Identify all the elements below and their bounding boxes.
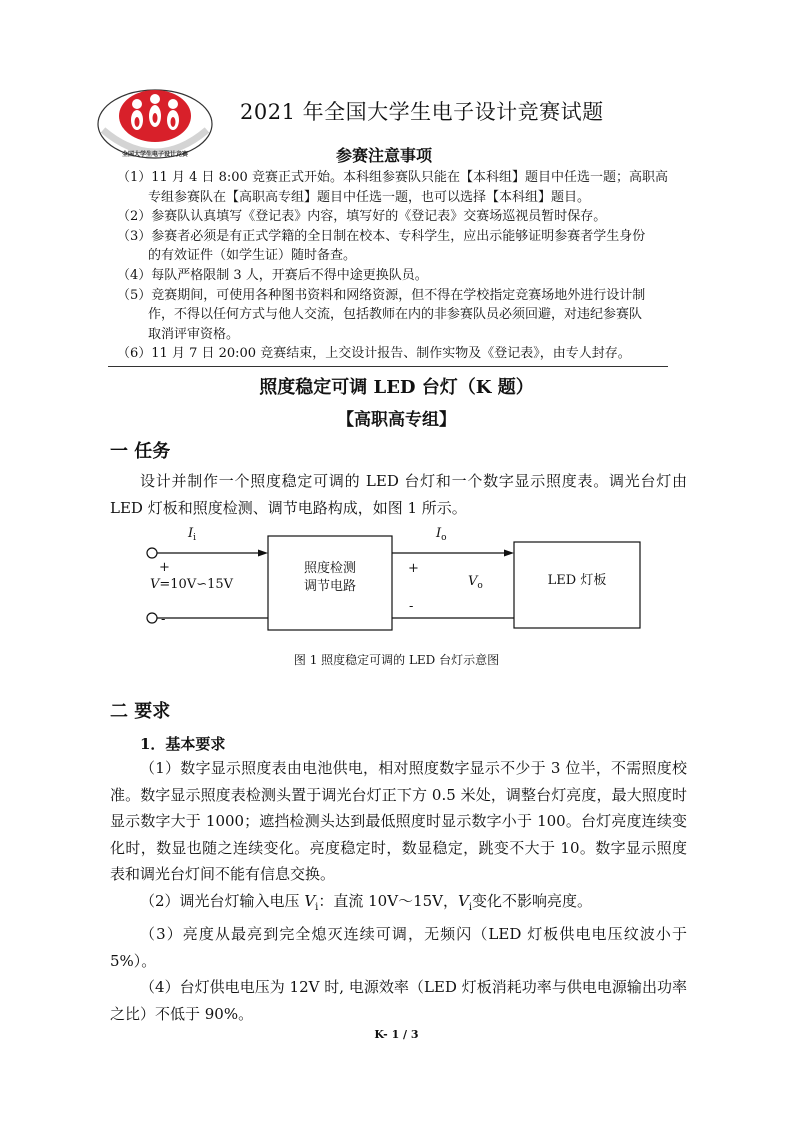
problem-title: 照度稳定可调 LED 台灯（K 题）	[259, 377, 534, 398]
contest-logo	[95, 82, 215, 166]
output-plus-sign: +	[408, 561, 419, 576]
block2-label: LED 灯板	[547, 573, 607, 588]
notice-item: （5）竞赛期间，可使用各种图书资料和网络资源，但不得在学校指定竞赛场地外进行设计制 作，不得以任何方式与他人交流，包括教师在内的非参赛队员必须回避，对违纪参赛队 取消评审资格。	[117, 287, 646, 342]
block1-label-line2: 调节电路	[303, 579, 357, 594]
document-title: 2021 年全国大学生电子设计竞赛试题	[240, 100, 604, 124]
output-current-arrow	[504, 550, 514, 557]
section-heading-task: 一 任务	[110, 441, 171, 462]
input-current-arrow	[258, 550, 268, 557]
input-voltage-label: V=10V∽15V	[150, 577, 234, 592]
section-heading-requirements: 二 要求	[110, 701, 171, 722]
requirement-3: （3）亮度从最亮到完全熄灭连续可调，无频闪（LED 灯板供电电压纹波小于 5%）。	[110, 925, 687, 970]
input-current-label: $I_i$	[188, 526, 197, 543]
requirement-4: （4）台灯供电电压为 12V 时, 电源效率（LED 灯板消耗功率与供电电源输出功率之比）不低于 90%。	[110, 978, 687, 1023]
notice-item: （3）参赛者必须是有正式学籍的全日制在校本、专科学生，应出示能够证明参赛者学生身份 的有效证件（如学生证）随时备查。	[117, 228, 646, 264]
notice-item: （2）参赛队认真填写《登记表》内容，填写好的《登记表》交赛场巡视员暂时保存。	[117, 209, 607, 225]
problem-group: 【高职高专组】	[337, 410, 456, 430]
requirement-2: （2）调光台灯输入电压 $V_i$：直流 10V～15V，$V_i$变化不影响亮度。	[140, 891, 593, 913]
input-minus-sign: -	[161, 612, 166, 627]
notice-list	[117, 168, 697, 364]
requirement-1: （1）数字显示照度表由电池供电，相对照度数字显示不少于 3 位半，不需照度校准。数字显示照度表检测头置于调光台灯正下方 0.5 米处，调整台灯亮度，最大照度时显示数字大于 1000；遮挡检测头达到最低照度时显示数字小于 100。台灯亮度连续变化时，数显也随之连续变化。亮度稳定时，数显稳定，跳变不大于 10。数字显示照度表和调光台灯间不能有信息交换。	[110, 759, 687, 883]
notice-item: （4）每队严格限制 3 人，开赛后不得中途更换队员。	[117, 267, 428, 283]
requirements-text	[110, 755, 687, 1027]
notice-title: 参赛注意事项	[336, 146, 433, 165]
notice-item: （6）11 月 7 日 20:00 竞赛结束，上交设计报告、制作实物及《登记表》，由专人封存。	[117, 346, 631, 362]
page-number: K- 1 / 3	[374, 1028, 419, 1041]
input-terminal-positive	[147, 548, 157, 558]
input-terminal-negative	[147, 613, 157, 623]
input-plus-sign: +	[159, 560, 170, 575]
notice-item: （1）11 月 4 日 8:00 竞赛正式开始。本科组参赛队只能在【本科组】题目中任选一题；高职高 专组参赛队在【高职高专组】题目中任选一题，也可以选择【本科组】题目。	[117, 170, 668, 205]
block-diagram	[130, 522, 650, 636]
figure-caption: 图 1 照度稳定可调的 LED 台灯示意图	[293, 653, 500, 667]
output-current-label: $I_o$	[436, 526, 447, 543]
output-minus-sign: -	[409, 599, 414, 614]
task-paragraph: 设计并制作一个照度稳定可调的 LED 台灯和一个数字显示照度表。调光台灯由 LED 灯板和照度检测、调节电路构成，如图 1 所示。	[110, 472, 687, 517]
basic-requirements-heading: 1．基本要求	[140, 735, 226, 753]
output-voltage-label: $V_o$	[468, 574, 483, 591]
block1-label-line1: 照度检测	[303, 561, 357, 576]
section-divider	[108, 366, 668, 367]
svg-text:全国大学生电子设计竞赛: 全国大学生电子设计竞赛	[121, 151, 189, 158]
